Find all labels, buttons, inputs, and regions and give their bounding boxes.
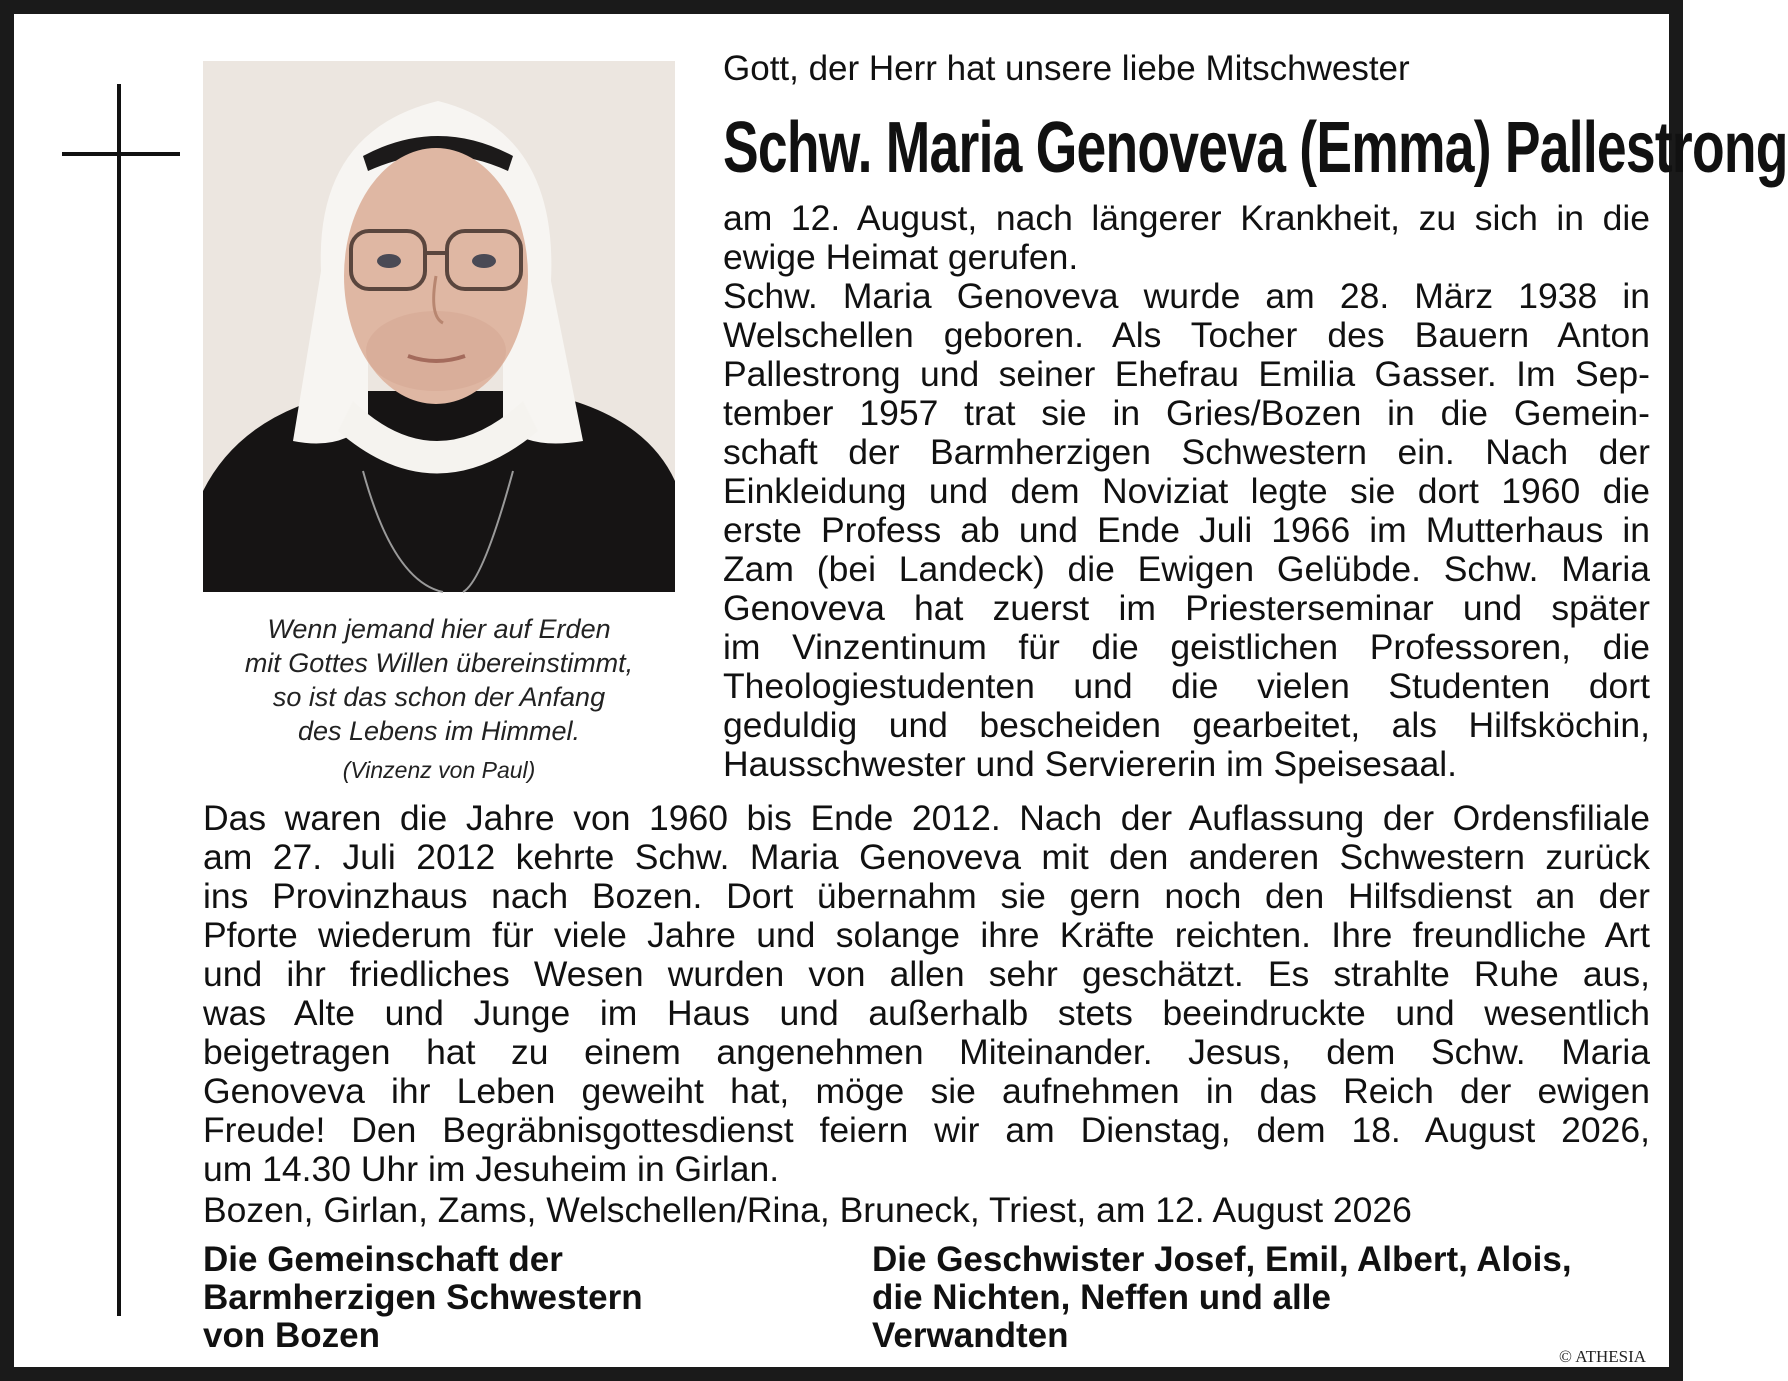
bio-line: schaft der Barmherzigen Schwestern ein. Nach der [723, 432, 1650, 472]
cross-bar [62, 152, 180, 156]
portrait-photo [203, 61, 675, 592]
quote-block [194, 612, 684, 788]
bio-line: Theologiestudenten und die vielen Studenten dort [723, 666, 1650, 706]
bio-line: ewige Heimat gerufen. [723, 237, 1079, 277]
bio-line: was Alte und Junge im Haus und außerhalb stets beeindruckte und wesentlich [203, 993, 1650, 1033]
bio-line: am 27. Juli 2012 kehrte Schw. Maria Genoveva mit den anderen Schwestern zurück [203, 837, 1650, 877]
bio-line: Pallestrong und seiner Ehefrau Emilia Gasser. Im Sep- [723, 354, 1650, 394]
signature-family [872, 1241, 1672, 1355]
bio-line: Schw. Maria Genoveva wurde am 28. März 1938 in [723, 276, 1650, 316]
bio-line: Genoveva hat zuerst im Priesterseminar und später [723, 588, 1650, 628]
latin-cross-icon [117, 84, 121, 1316]
copyright-notice: © ATHESIA [1559, 1347, 1647, 1366]
bio-line: beigetragen hat zu einem angenehmen Miteinander. Jesus, dem Schw. Maria [203, 1032, 1650, 1072]
biography-upper [723, 199, 1650, 784]
bio-line: Zam (bei Landeck) die Ewigen Gelübde. Schw. Maria [723, 549, 1650, 589]
quote-line: mit Gottes Willen übereinstimmt, [244, 648, 634, 678]
signature-line: von Bozen [203, 1316, 380, 1355]
bio-line: Einkleidung und dem Noviziat legte sie dort 1960 die [723, 471, 1650, 511]
signature-line: Die Geschwister Josef, Emil, Albert, Alois, [872, 1240, 1572, 1279]
intro-line: Gott, der Herr hat unsere liebe Mitschwester [723, 49, 1410, 88]
bio-line: am 12. August, nach längerer Krankheit, zu sich in die [723, 198, 1650, 238]
quote-line: des Lebens im Himmel. [297, 716, 581, 746]
signature-community [203, 1241, 763, 1355]
bio-line: Freude! Den Begräbnisgottesdienst feiern wir am Dienstag, dem 18. August 2026, [203, 1110, 1650, 1150]
bio-line: Genoveva ihr Leben geweiht hat, möge sie aufnehmen in das Reich der ewigen [203, 1071, 1650, 1111]
signature-line: Barmherzigen Schwestern [203, 1278, 643, 1317]
bio-line: geduldig und bescheiden gearbeitet, als Hilfsköchin, [723, 705, 1650, 745]
signature-line: Verwandten [872, 1316, 1069, 1355]
signature-line: die Nichten, Neffen und alle [872, 1278, 1331, 1317]
bio-line: Hausschwester und Serviererin im Speisesaal. [723, 744, 1457, 784]
signature-line: Die Gemeinschaft der [203, 1240, 563, 1279]
deceased-name: Schw. Maria Genoveva (Emma) Pallestrong [723, 108, 1788, 188]
quote-author: (Vinzenz von Paul) [342, 757, 536, 783]
bio-line: Pforte wiederum für viele Jahre und solange ihre Kräfte reichten. Ihre freundliche Art [203, 915, 1650, 955]
bio-line: und ihr friedliches Wesen wurden von allen sehr geschätzt. Es strahlte Ruhe aus, [203, 954, 1650, 994]
bio-line: tember 1957 trat sie in Gries/Bozen in die Gemein- [723, 393, 1650, 433]
bio-line: Das waren die Jahre von 1960 bis Ende 2012. Nach der Auflassung der Ordensfiliale [203, 798, 1650, 838]
quote-line: Wenn jemand hier auf Erden [267, 614, 611, 644]
bio-line: im Vinzentinum für die geistlichen Professoren, die [723, 627, 1650, 667]
bio-line: ins Provinzhaus nach Bozen. Dort übernahm sie gern noch den Hilfsdienst an der [203, 876, 1650, 916]
biography-lower [203, 799, 1650, 1189]
place-date-line: Bozen, Girlan, Zams, Welschellen/Rina, Bruneck, Triest, am 12. August 2026 [203, 1190, 1412, 1230]
bio-line: Welschellen geboren. Als Tocher des Bauern Anton [723, 315, 1650, 355]
quote-line: so ist das schon der Anfang [272, 682, 606, 712]
bio-line: erste Profess ab und Ende Juli 1966 im Mutterhaus in [723, 510, 1650, 550]
bio-line: um 14.30 Uhr im Jesuheim in Girlan. [203, 1149, 780, 1189]
